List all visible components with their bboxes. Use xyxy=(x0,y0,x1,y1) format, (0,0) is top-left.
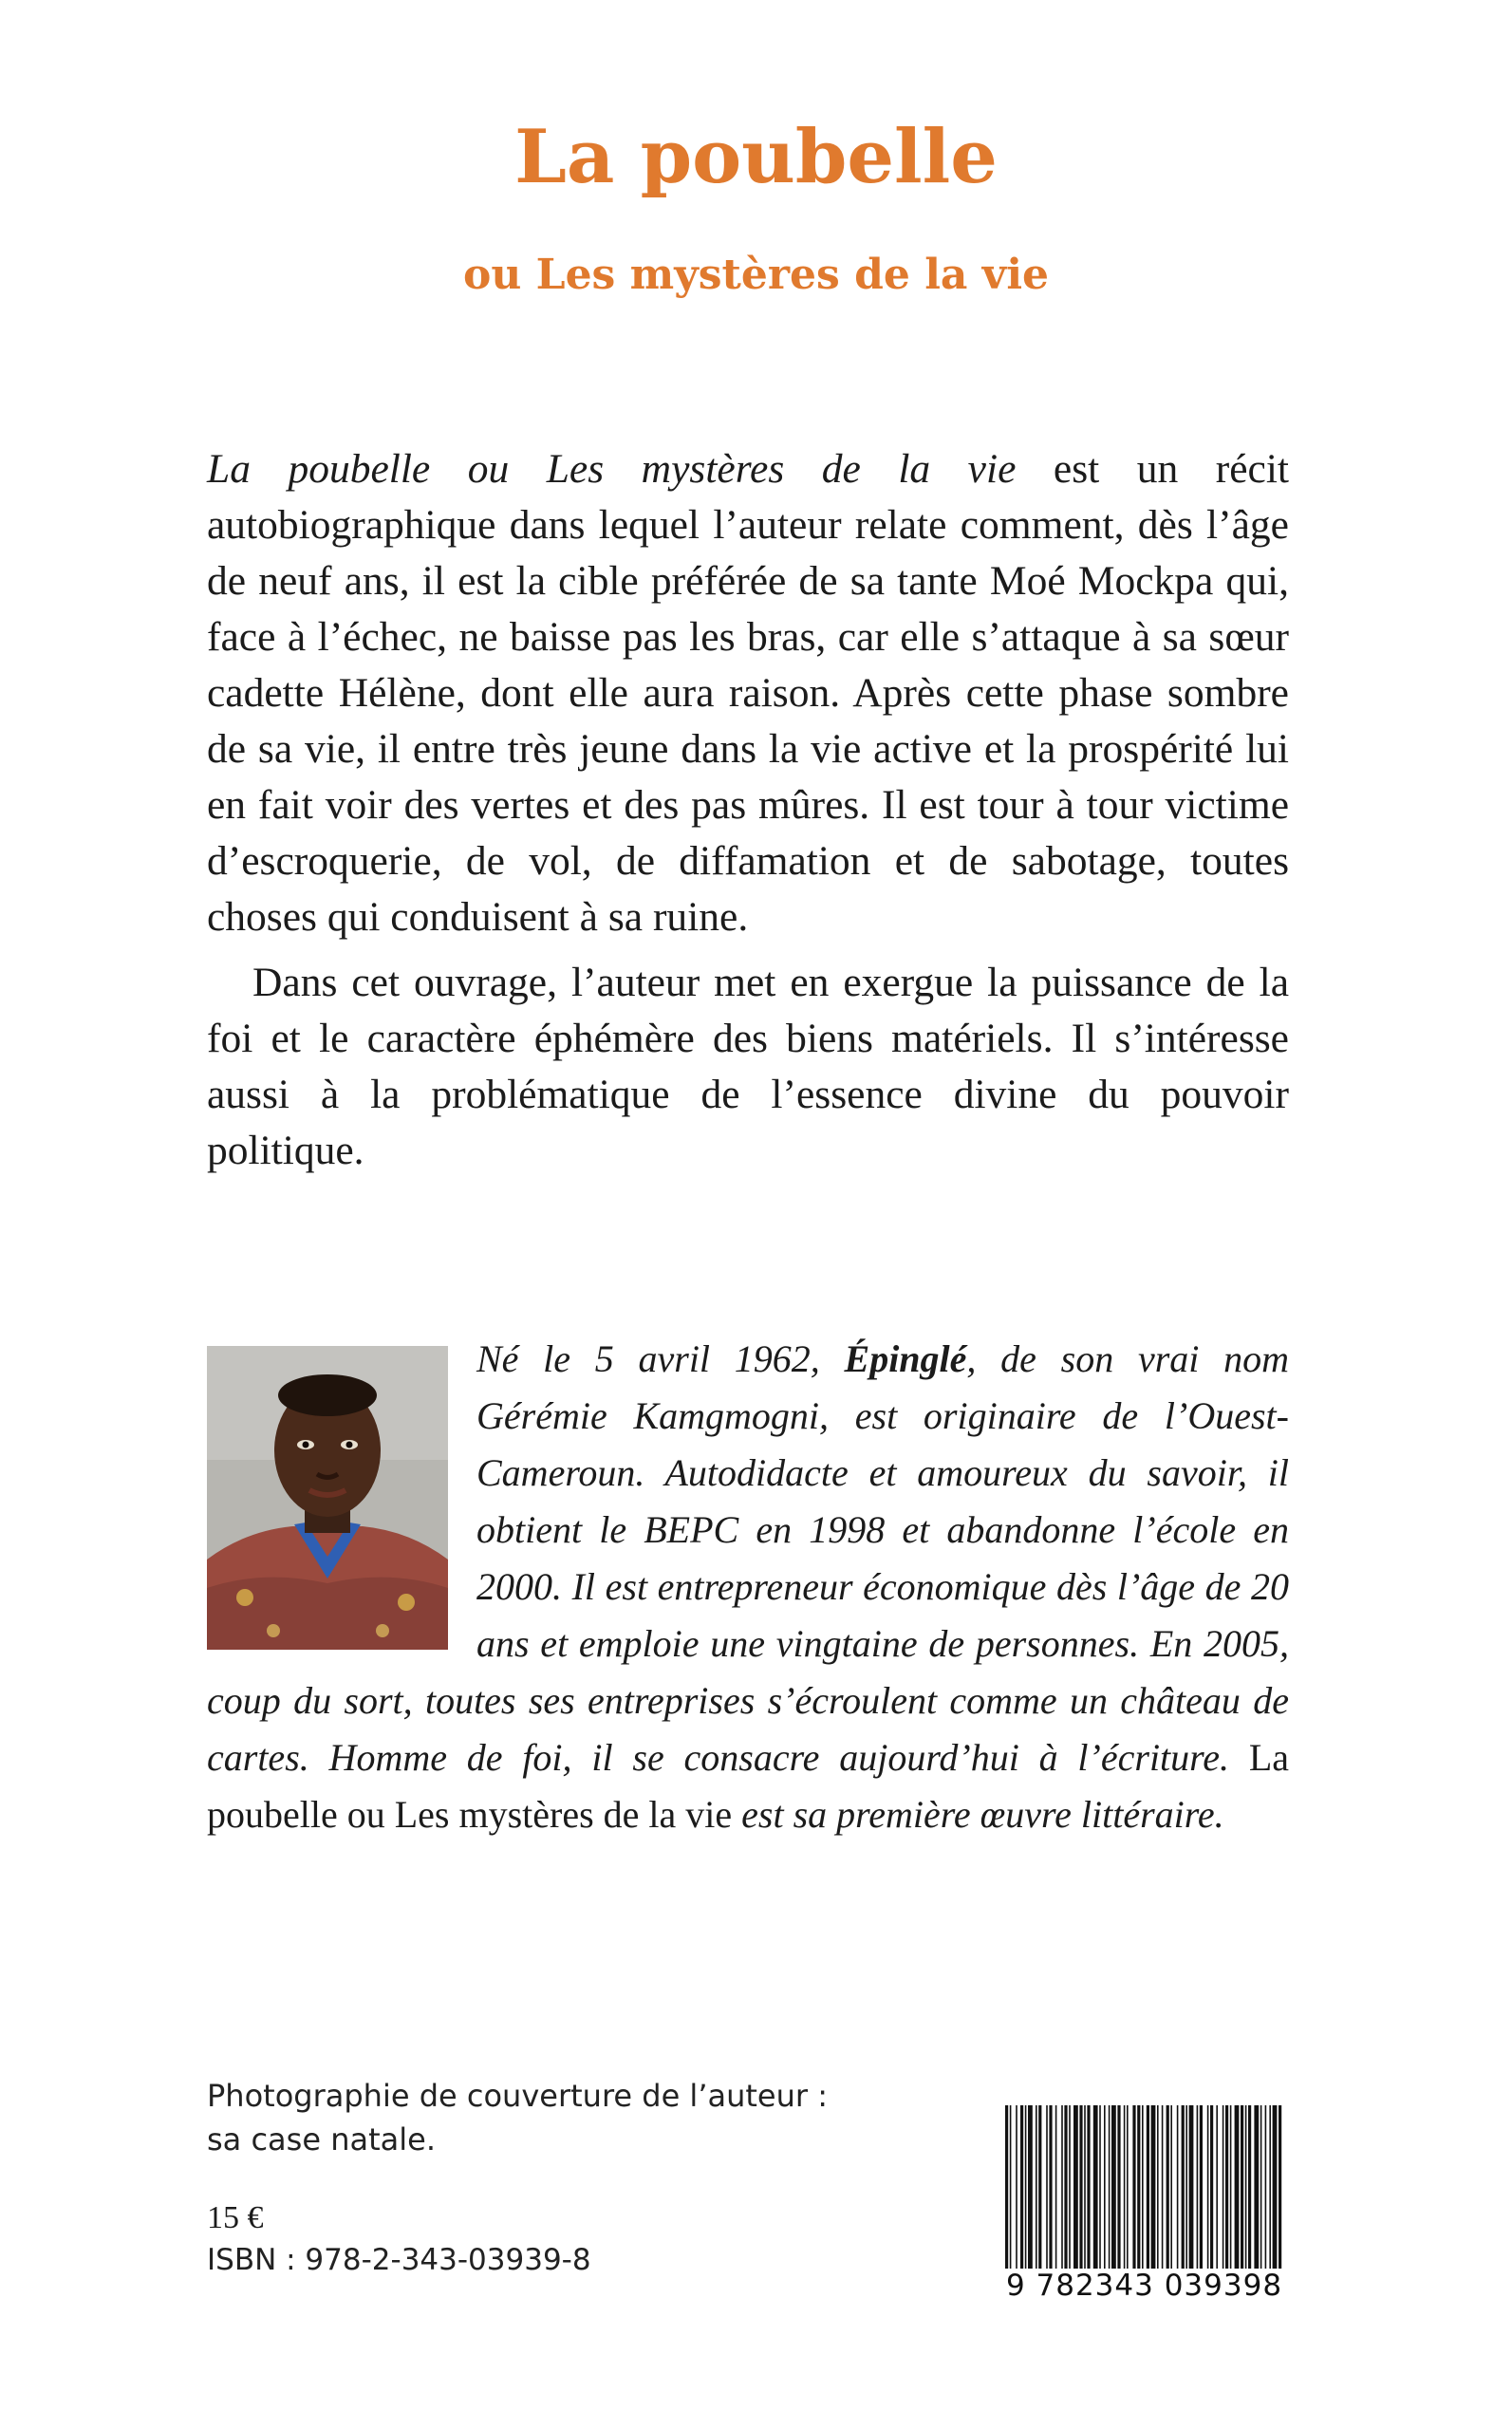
barcode-bar xyxy=(1182,2105,1185,2269)
summary-paragraph-2: Dans cet ouvrage, l’auteur met en exergue la puissance de la foi et le caractère éphémère des biens matériels. Il s’intéresse aussi à la problématique de l’essence divine du pouvoir politique. xyxy=(207,960,1289,1173)
author-photo xyxy=(207,1346,448,1650)
summary-paragraph-1-text: est un récit autobiographique dans lequel l’auteur relate comment, dès l’âge de neuf ans, il est la cible préférée de sa tante Moé Mockpa qui, face à l’échec, ne baisse pas les bras, car elle s’attaque à sa sœur cadette Hélène, dont elle aura raison. Après cette phase sombre de sa vie, il entre très jeune dans la vie active et la prospérité lui en fait voir des vertes et des pas mûres. Il est tour à tour victime d’escroquerie, de vol, de diffamation et de sabotage, toutes choses qui conduisent à sa ruine. xyxy=(207,446,1289,940)
barcode-bar xyxy=(1210,2105,1213,2269)
barcode-bar xyxy=(1147,2105,1149,2286)
barcode-bar xyxy=(1265,2105,1267,2269)
barcode-bar xyxy=(1167,2105,1169,2269)
barcode-bar xyxy=(1020,2105,1023,2269)
barcode-bar xyxy=(1225,2105,1228,2269)
bio-book-title: La poubelle ou Les mystères de la vie xyxy=(207,1736,1289,1836)
bio-body: , de son vrai nom Gérémie Kamgmogni, est originaire de l’Ouest-Cameroun. Autodidacte et amoureux du savoir, il obtient le BEPC en 1998 et abandonne l’école en 2000. Il est entrepreneur économique dès l’âge de 20 ans et emploie une vingtaine de personnes. En 2005, coup du sort, toutes ses entreprises s’écroulent comme un château de cartes. Homme de foi, il se consacre aujourd’hui à l’écriture. xyxy=(207,1337,1289,1779)
barcode-bar xyxy=(1200,2105,1203,2269)
barcode-bar xyxy=(1245,2105,1247,2269)
summary-book-title: La poubelle ou Les mystères de la vie xyxy=(207,446,1017,492)
barcode-bar xyxy=(1157,2105,1159,2269)
bio-closing: est sa première œuvre littéraire. xyxy=(732,1793,1224,1836)
barcode-bar xyxy=(1084,2105,1086,2269)
barcode-bar xyxy=(1036,2105,1037,2269)
barcode-bar xyxy=(1064,2105,1067,2269)
barcode-bar xyxy=(1010,2105,1012,2286)
barcode-bar xyxy=(1087,2105,1090,2269)
summary-paragraph-1 xyxy=(207,441,1289,945)
barcode-bar xyxy=(1061,2105,1063,2269)
barcode-bar xyxy=(1046,2105,1048,2269)
barcode-bar xyxy=(1241,2105,1243,2269)
barcode-bar xyxy=(1132,2105,1135,2269)
barcode-digits: 9 782343 039398 xyxy=(999,2269,1289,2303)
photo-credit xyxy=(207,2074,947,2161)
barcode-bar xyxy=(1073,2105,1078,2269)
barcode-bar xyxy=(1162,2105,1164,2269)
barcode-bar xyxy=(1093,2105,1098,2269)
barcode-bar xyxy=(1151,2105,1156,2269)
barcode xyxy=(999,2105,1289,2309)
barcode-bar xyxy=(1117,2105,1120,2269)
barcode-bar xyxy=(1223,2105,1224,2269)
barcode-bar xyxy=(1142,2105,1144,2286)
barcode-bar xyxy=(1235,2105,1240,2269)
barcode-bar xyxy=(1254,2105,1259,2269)
barcode-bar xyxy=(1016,2105,1017,2269)
barcode-bar xyxy=(1189,2105,1194,2269)
isbn: ISBN : 978-2-343-03939-8 xyxy=(207,2243,591,2277)
barcode-bar xyxy=(1124,2105,1126,2269)
barcode-bar xyxy=(1269,2105,1271,2269)
barcode-bar xyxy=(1028,2105,1033,2269)
bio-intro: Né le 5 avril 1962, xyxy=(476,1337,845,1380)
barcode-bar xyxy=(1079,2105,1082,2269)
barcode-bar xyxy=(1104,2105,1106,2269)
barcode-bar xyxy=(1111,2105,1116,2269)
author-portrait-graphic xyxy=(207,1346,448,1650)
photo-credit-line-2: sa case natale. xyxy=(207,2121,436,2158)
barcode-bar xyxy=(1260,2105,1262,2269)
barcode-bar xyxy=(1069,2105,1071,2269)
photo-credit-line-1: Photographie de couverture de l’auteur : xyxy=(207,2078,828,2114)
barcode-bar xyxy=(1216,2105,1218,2269)
barcode-bar xyxy=(1127,2105,1129,2269)
book-summary xyxy=(207,441,1289,1179)
barcode-bar xyxy=(1038,2105,1041,2269)
author-bio xyxy=(207,1331,1289,1843)
barcode-bar xyxy=(1197,2105,1199,2269)
barcode-bar xyxy=(1170,2105,1172,2269)
barcode-bar xyxy=(1273,2105,1278,2269)
barcode-bar xyxy=(1230,2105,1232,2269)
price: 15 € xyxy=(207,2200,264,2235)
author-name: Épinglé xyxy=(844,1337,967,1380)
barcode-bar xyxy=(1109,2105,1111,2269)
barcode-bar xyxy=(1005,2105,1008,2286)
barcode-bar xyxy=(1049,2105,1052,2269)
barcode-bar xyxy=(1025,2105,1027,2269)
book-subtitle: ou Les mystères de la vie xyxy=(462,251,1050,299)
barcode-bar xyxy=(1177,2105,1179,2269)
barcode-bar xyxy=(1099,2105,1101,2269)
book-title: La poubelle xyxy=(514,114,998,200)
barcode-bar xyxy=(1207,2105,1209,2269)
barcode-bar xyxy=(1248,2105,1251,2269)
barcode-bar xyxy=(1185,2105,1187,2269)
barcode-bar xyxy=(1137,2105,1140,2269)
barcode-bar xyxy=(1055,2105,1057,2269)
barcode-bar xyxy=(1279,2105,1281,2286)
